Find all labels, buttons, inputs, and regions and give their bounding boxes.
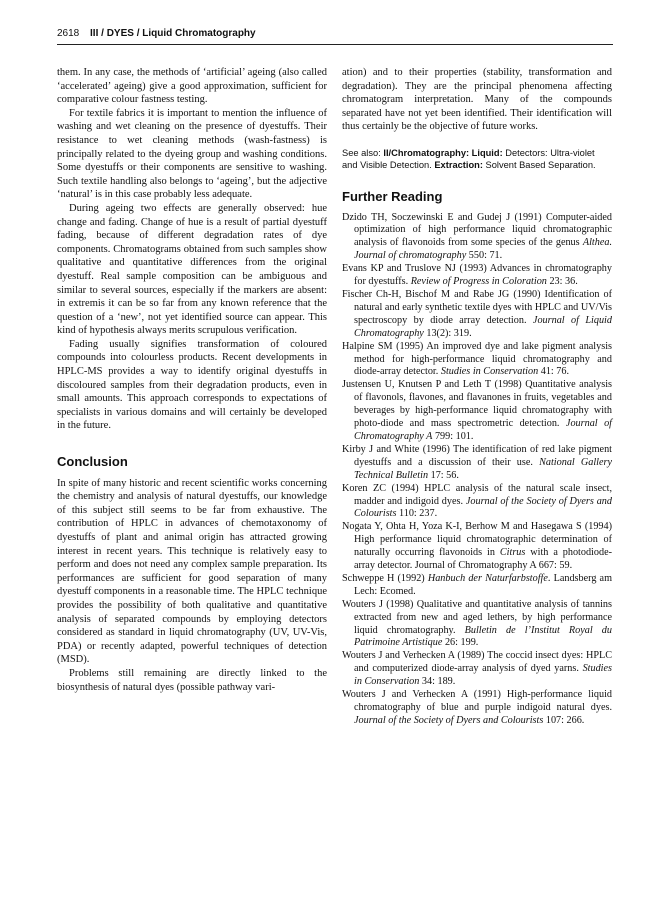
reference-item: Wouters J and Verhecken A (1991) High-performance liquid chromatography of blue and purple indigoid natural dyes. Journal of the Society of Dyers and Colourists 107: 266. — [342, 689, 612, 726]
reference-item: Nogata Y, Ohta H, Yoza K-I, Berhow M and Hasegawa S (1994) High performance liquid chromatographic determination of naturally occurring flavonoids in Citrus with a photodiode-array detector. Journal of Chromatography A 667: 59. — [342, 521, 612, 572]
running-title: III / DYES / Liquid Chromatography — [90, 28, 256, 39]
page-number: 2618 — [57, 28, 80, 39]
paragraph: In spite of many historic and recent scientific works concerning the chemistry and analysis of natural dyestuffs, our knowledge of this subject still seems to be far from exhaustive. The contribution of HPLC in advances of chemotaxonomy of dyestuffs of plant and animal origin has attracted growing interest in recent years. This technique is relatively easy to perform and does not need any complex sample preparation. Its performances are sufficient for good separation of many dyestuff components in a reasonable time. The HPLC technique provides the possibility of both qualitative and quantitative analysis of separated compounds by employing detectors considered as standard in liquid chromatography (UV, UV-Vis, PDA) or recently adapted, powerful techniques of detection (MSD). — [57, 477, 327, 666]
see-also-ref[interactable]: Extraction: — [434, 160, 483, 171]
see-also-ref[interactable]: II/Chromatography: Liquid: — [383, 147, 503, 158]
reference-item: Halpine SM (1995) An improved dye and lake pigment analysis method for high-performance liquid chromatography and diode-array detector. Studies in Conservation 41: 76. — [342, 340, 612, 378]
running-header — [57, 28, 613, 48]
reference-item: Justensen U, Knutsen P and Leth T (1998) Quantitative analysis of flavonols, flavones, and flavanones in fruits, vegetables and beverages by high-performance liquid chromatography with photo-diode and mass spectrometric detection. Journal of Chromatography A 799: 101. — [342, 379, 612, 442]
right-column — [342, 66, 612, 728]
reference-item: Koren ZC (1994) HPLC analysis of the natural scale insect, madder and indigoid dyes. Journal of the Society of Dyers and Colourists 110: 237. — [342, 482, 612, 520]
reference-item: Schweppe H (1992) Hanbuch der Naturfarbstoffe. Landsberg am Lech: Ecomed. — [342, 572, 613, 597]
paragraph: ation) and to their properties (stability, transformation and degradation). They are the principal phenomena affecting chromatogram interpretation. Many of the compounds separated have not yet been identified. Their identification will thus certainly be the objective of future works. — [342, 67, 612, 133]
left-column — [57, 66, 327, 694]
reference-item: Evans KP and Truslove NJ (1993) Advances in chromatography for dyestuffs. Review of Progress in Coloration 23: 36. — [342, 263, 612, 288]
conclusion-heading: Conclusion — [57, 454, 128, 470]
paragraph: During ageing two effects are generally observed: hue change and fading. Change of hue is a result of partial dyestuff fading, because of different degradation rates of dye components. Chromatograms obtained from such samples show qualitative and quantitative differences from the original dyestuff. Real sample composition can be ambiguous and similar to several sources, especially if the markers are absent: in extremis it can be so far from any known reference that the question of a ‘new’, not yet identified source can appear. This kind of hypothesis always merits scrupulous verification. — [57, 202, 327, 337]
further-reading-heading: Further Reading — [342, 188, 443, 204]
paragraph: Problems still remaining are directly linked to the biosynthesis of natural dyes (possible pathway vari- — [57, 667, 327, 693]
reference-list — [342, 212, 612, 728]
see-also — [342, 147, 612, 172]
reference-item: Kirby J and White (1996) The identification of red lake pigment dyestuffs and a discussion of their use. National Gallery Technical Bulletin 17: 56. — [342, 443, 612, 481]
reference-item: Wouters J and Verhecken A (1989) The coccid insect dyes: HPLC and computerized diode-array analysis of dyed yarns. Studies in Conservation 34: 189. — [342, 650, 612, 688]
paragraph: them. In any case, the methods of ‘artificial’ ageing (also called ‘accelerated’ ageing) give a good approximation, sufficient for comparative colour fastness testing. — [57, 67, 327, 106]
reference-item: Dzido TH, Soczewinski E and Gudej J (1991) Computer-aided optimization of high performance liquid chromatographic analysis of flavonoids from some species of the genus Althea. Journal of chromatography 550: 71. — [342, 211, 612, 262]
reference-item: Wouters J (1998) Qualitative and quantitative analysis of tannins extracted from new and aged lethers, by high performance liquid chromatography. Bulletin de l’Institut Royal du Patrimoine Artistique 26: 199. — [342, 598, 612, 649]
paragraph: For textile fabrics it is important to mention the influence of washing and wet cleaning on the presence of dyestuffs. Their resistance to wet cleaning methods (wash-fastness) is principally related to the dyeing group and washing conditions. Some dyestuffs or their components are sensitive to washing. Such textile handling also belongs to ‘ageing’, but the adjective ‘natural’ is in this case probably less adequate. — [57, 107, 327, 201]
see-also-ref-text[interactable]: Detectors: Ultra-violet and Visible Detection. — [342, 147, 595, 171]
see-also-ref-text[interactable]: Solvent Based Separation. — [485, 160, 596, 171]
paragraph: Fading usually signifies transformation of coloured compounds into colourless products. Recent developments in HPLC-MS provides a way to identify original dyestuffs in discoloured samples from their degradation products, even in small amounts. This approach corresponds to expectations of specialists in various domains and will certainly be developed in the future. — [57, 338, 327, 432]
see-also-prefix: See also: — [342, 147, 381, 158]
reference-item: Fischer Ch-H, Bischof M and Rabe JG (1990) Identification of natural and early synthetic textile dyes with HPLC and UV/Vis spectroscopy by diode array detection. Journal of Liquid Chromatography 13(2): 319. — [342, 289, 612, 339]
header-rule — [57, 44, 613, 45]
